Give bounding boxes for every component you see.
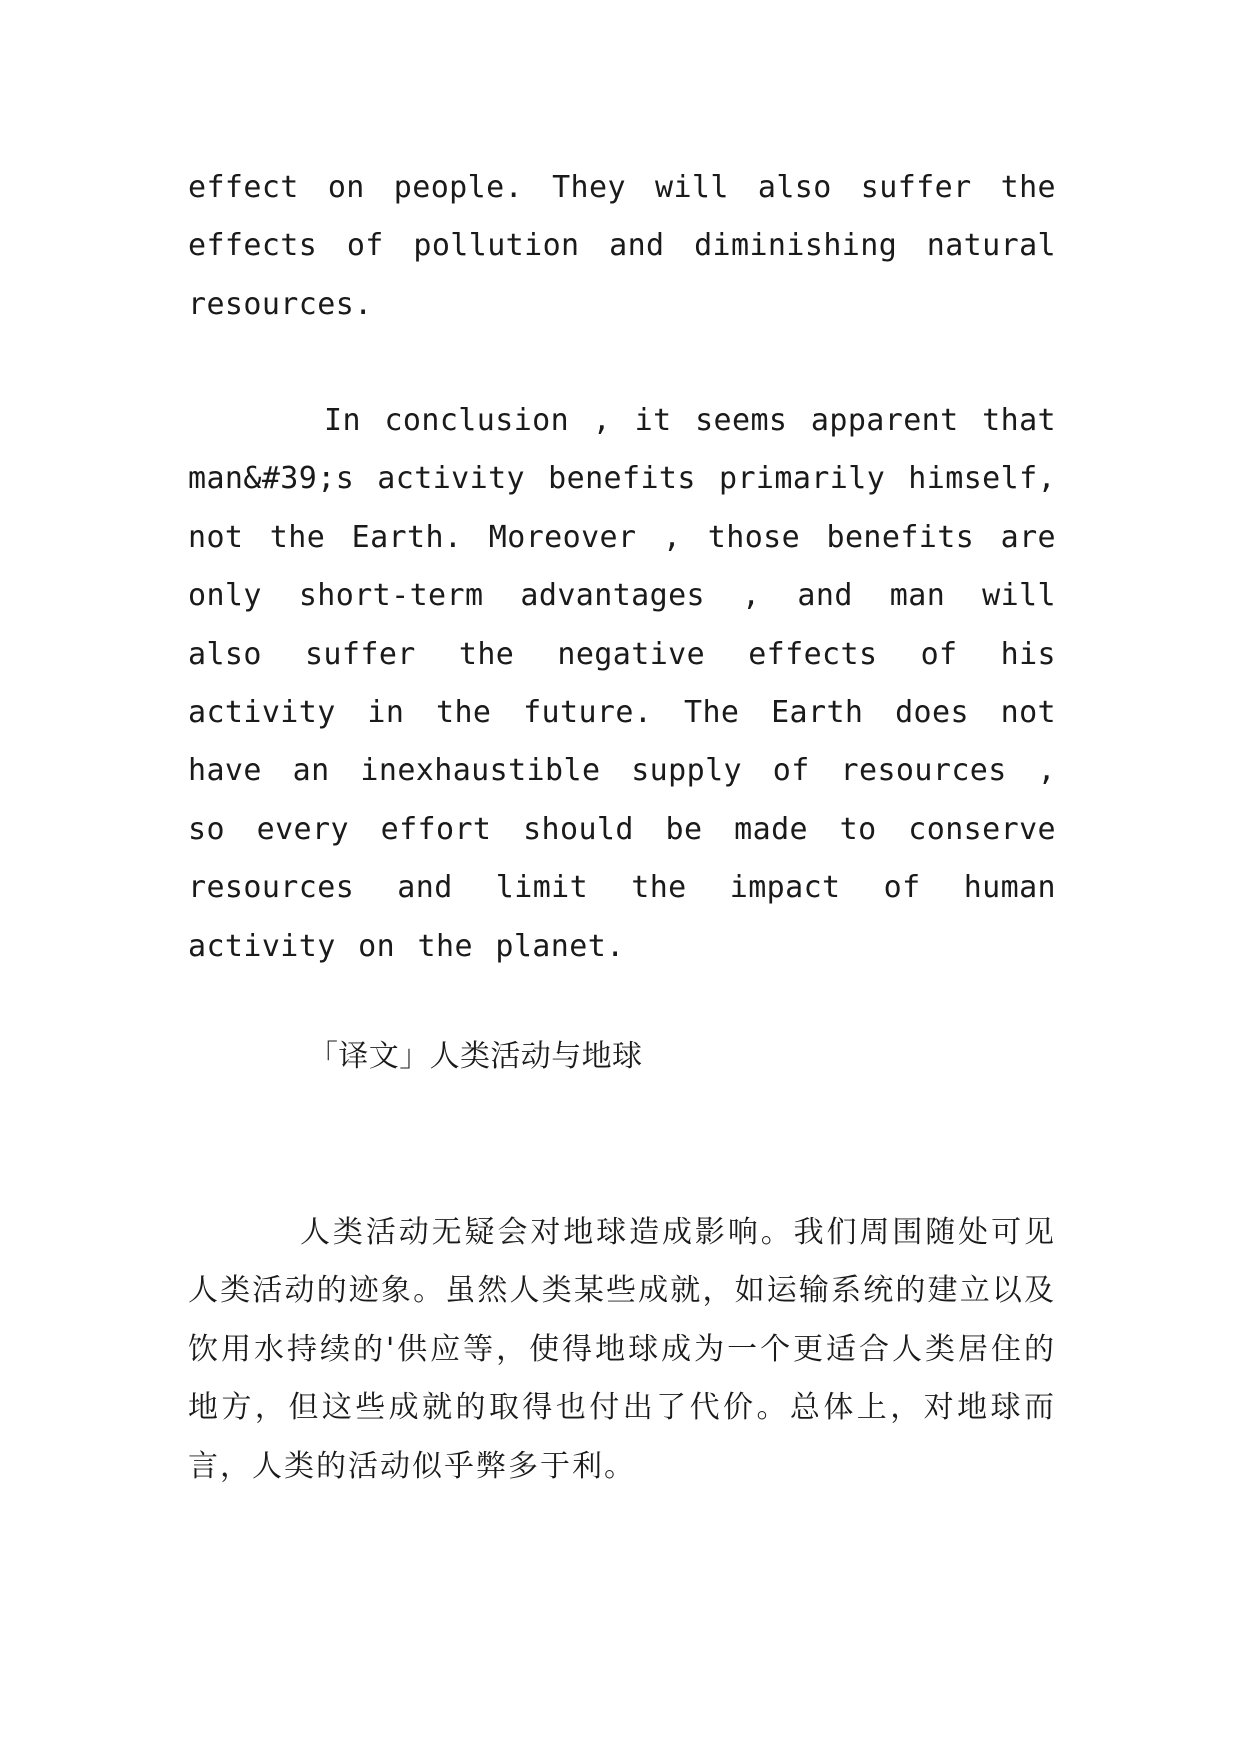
- paragraph-translation: 人类活动无疑会对地球造成影响。我们周围随处可见人类活动的迹象。虽然人类某些成就，如运输系统的建立以及饮用水持续的'供应等，使得地球成为一个更适合人类居住的地方，但这些成就的取得也付出了代价。总体上，对地球而言，人类的活动似乎弊多于利。: [188, 1215, 1056, 1484]
- paragraph-effects-on-people: effect on people. They will also suffer the effects of pollution and diminishing natural resources.: [188, 170, 1056, 322]
- paragraph-conclusion: In conclusion , it seems apparent that man&#39;s activity benefits primarily himself, not the Earth. Moreover , those benefits are only short-term advantages , and man will also suffer the negative effects of his activity in the future. The Earth does not have an inexhaustible supply of resources , so every effort should be made to conserve resources and limit the impact of human activity on the planet.: [188, 403, 1056, 964]
- translation-heading: 「译文」人类活动与地球: [308, 1039, 643, 1074]
